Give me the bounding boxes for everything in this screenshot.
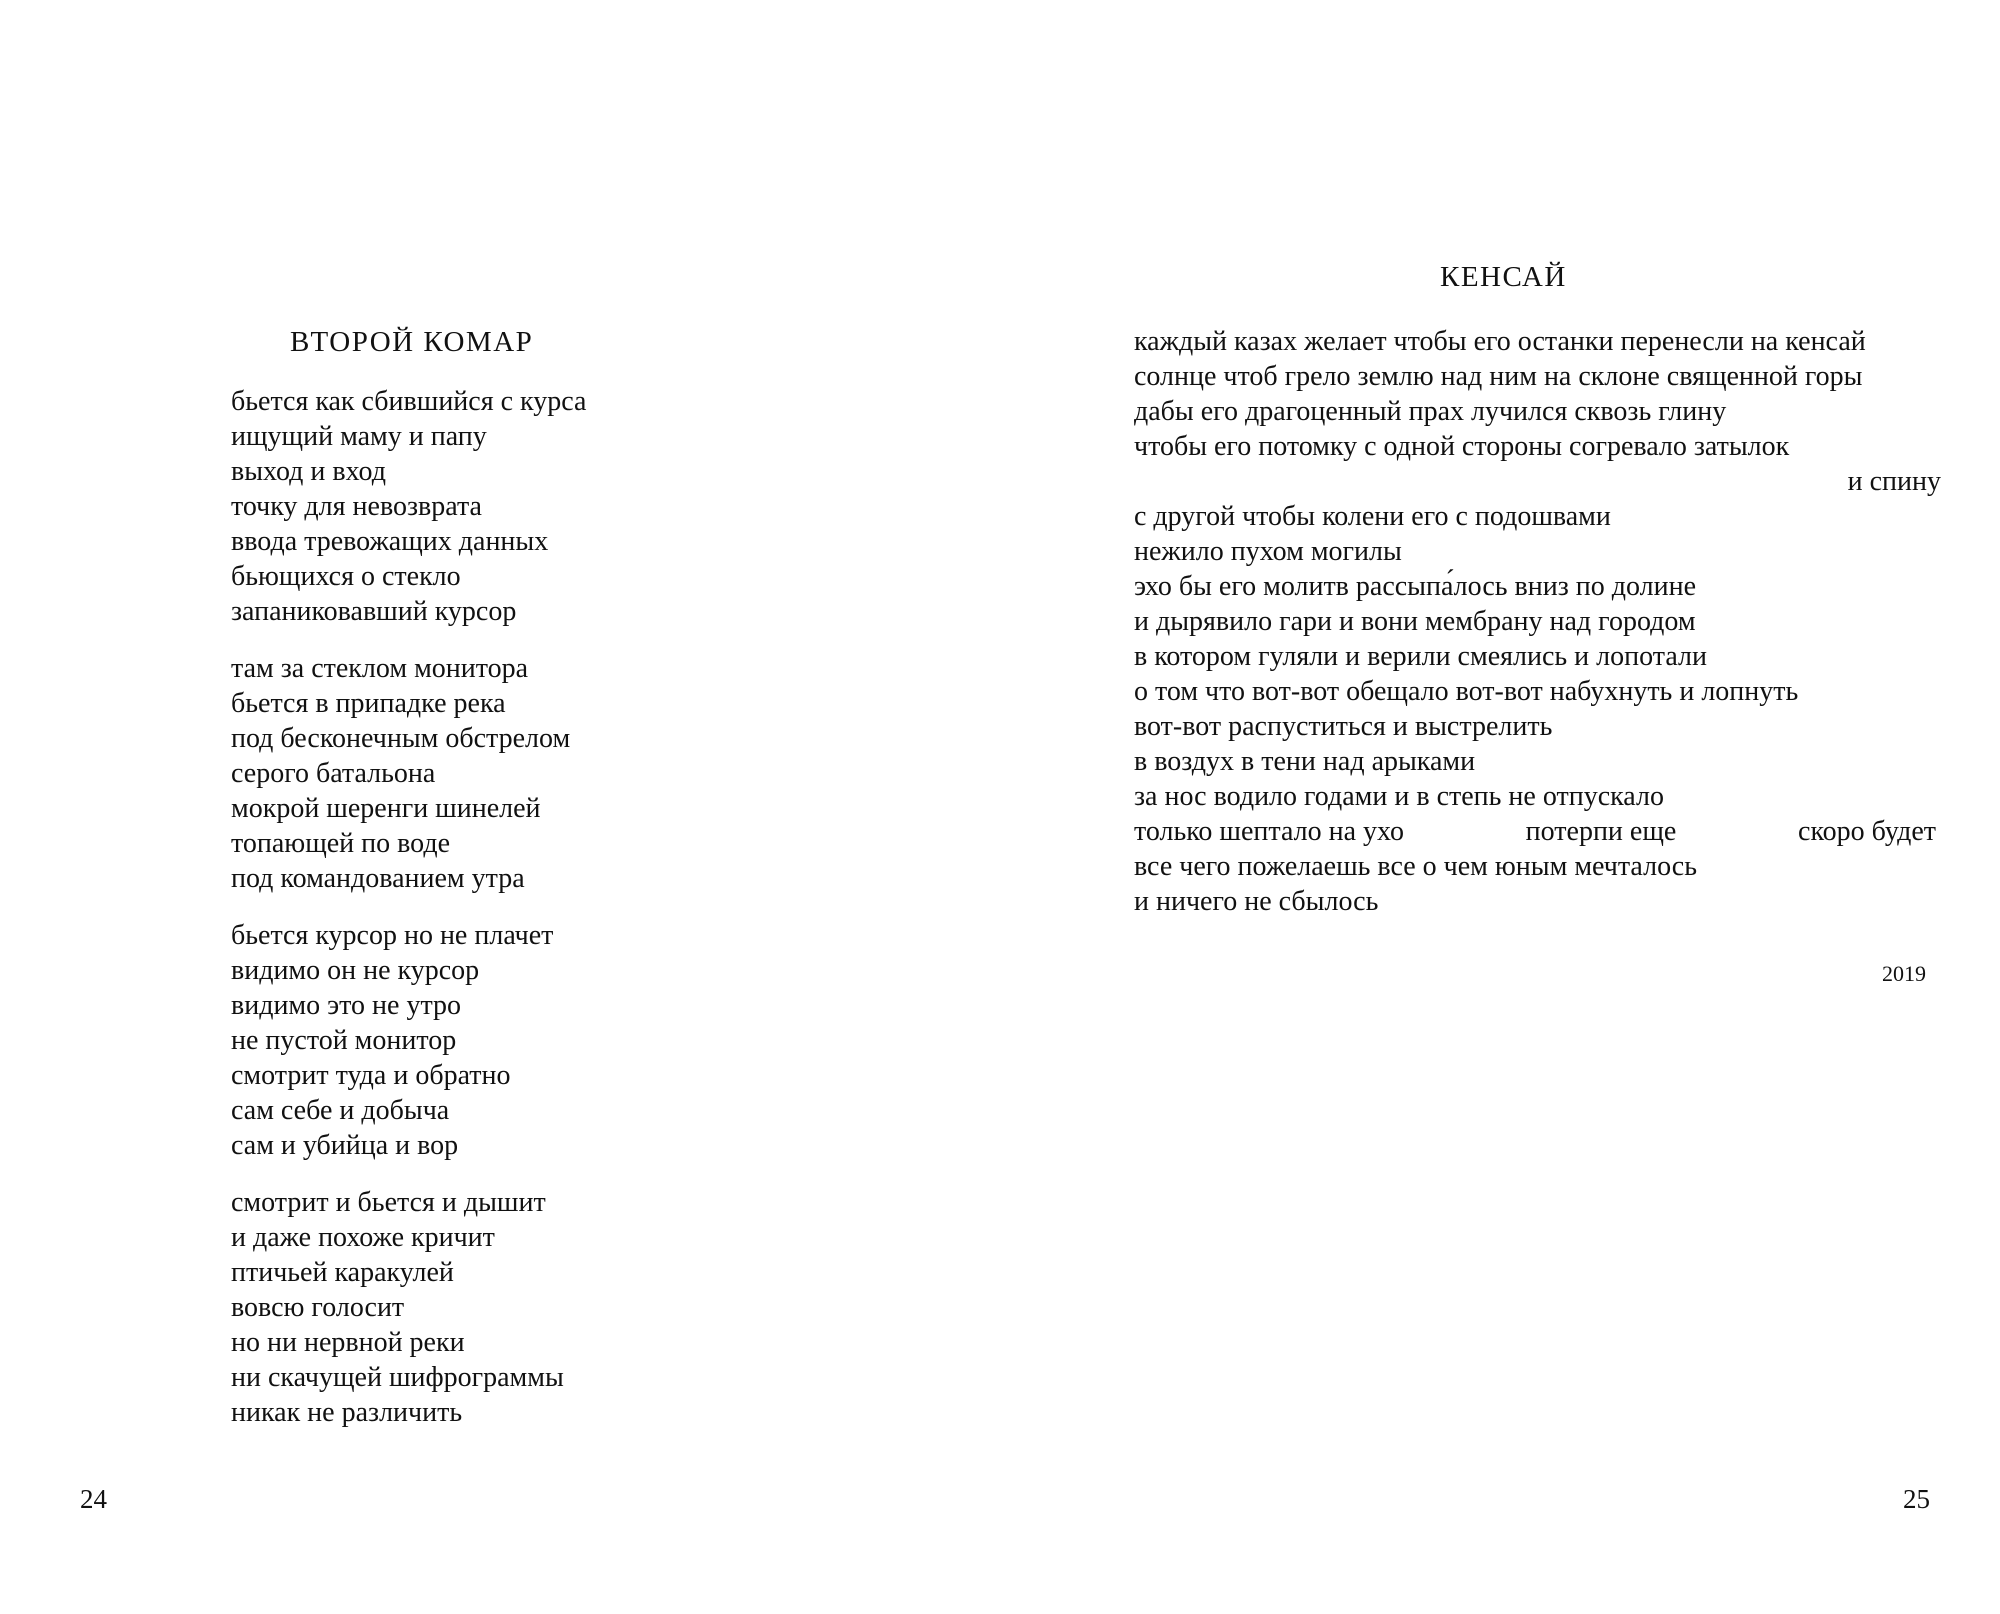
- poem-line: видимо он не курсор: [231, 955, 480, 986]
- poem-line: в котором гуляли и верили смеялись и лопотали: [1134, 641, 1707, 672]
- poem-line: никак не различить: [231, 1397, 463, 1428]
- poem-line: вот-вот распуститься и выстрелить: [1134, 711, 1553, 742]
- poem-line: и ничего не сбылось: [1134, 886, 1379, 917]
- poem-line: бьется курсор но не плачет: [231, 920, 554, 951]
- poem-line-spread: [1134, 814, 1936, 849]
- stanza: [231, 384, 586, 629]
- poem-body: [1134, 324, 1944, 919]
- poem-line: там за стеклом монитора: [231, 653, 529, 684]
- poem-line: сам себе и добыча: [231, 1095, 450, 1126]
- poem-line: серого батальона: [231, 758, 436, 789]
- poem-line: под бесконечным обстрелом: [231, 723, 571, 754]
- poem-line: птичьей каракулей: [231, 1257, 454, 1288]
- poem-line: выход и вход: [231, 456, 386, 487]
- poem-line: топающей по воде: [231, 828, 451, 859]
- stanza: [231, 651, 586, 896]
- poem-line: ввода тревожащих данных: [231, 526, 549, 557]
- poem-line: о том что вот-вот обещало вот-вот набухнуть и лопнуть: [1134, 676, 1799, 707]
- poem-line: смотрит и бьется и дышит: [231, 1187, 546, 1218]
- poem-line: видимо это не утро: [231, 990, 462, 1021]
- poem-line: эхо бы его молитв рассыпа́лось вниз по долине: [1134, 571, 1696, 602]
- stanza: [231, 1185, 586, 1430]
- poem-line: солнце чтоб грело землю над ним на склоне священной горы: [1134, 361, 1863, 392]
- poem-title: ВТОРОЙ КОМАР: [290, 326, 534, 358]
- poem-line: и дырявило гари и вони мембрану над городом: [1134, 606, 1696, 637]
- poem-line: ищущий маму и папу: [231, 421, 487, 452]
- poem-line: нежило пухом могилы: [1134, 536, 1402, 567]
- poem-title: КЕНСАЙ: [1440, 261, 1567, 293]
- poem-line: запаниковавший курсор: [231, 596, 517, 627]
- poem-line: сам и убийца и вор: [231, 1130, 459, 1161]
- phrase: скоро будет: [1798, 816, 1936, 847]
- poem-line: ни скачущей шифрограммы: [231, 1362, 564, 1393]
- poem-year: 2019: [1882, 961, 1926, 986]
- right-page: [1000, 0, 2000, 1614]
- poem-line: бьется в припадке река: [231, 688, 506, 719]
- poem-line: и даже похоже кричит: [231, 1222, 495, 1253]
- poem-line: с другой чтобы колени его с подошвами: [1134, 501, 1611, 532]
- poem-line: за нос водило годами и в степь не отпускало: [1134, 781, 1664, 812]
- phrase: только шептало на ухо: [1134, 816, 1404, 847]
- poem-line: под командованием утра: [231, 863, 525, 894]
- poem-line: мокрой шеренги шинелей: [231, 793, 541, 824]
- poem-line: чтобы его потомку с одной стороны согревало затылок: [1134, 431, 1790, 462]
- poem-line: все чего пожелаешь все о чем юным мечталось: [1134, 851, 1697, 882]
- stanza: [231, 918, 586, 1163]
- poem-line-continuation: и спину: [1847, 466, 1941, 497]
- page-number: 24: [80, 1484, 107, 1514]
- poem-body: [231, 384, 586, 1452]
- poem-line: в воздух в тени над арыками: [1134, 746, 1476, 777]
- page-number: 25: [1903, 1484, 1930, 1514]
- poem-line: но ни нервной реки: [231, 1327, 465, 1358]
- poem-line: не пустой монитор: [231, 1025, 457, 1056]
- poem-line: бьющихся о стекло: [231, 561, 461, 592]
- phrase: потерпи еще: [1525, 816, 1677, 847]
- poem-line: вовсю голосит: [231, 1292, 405, 1323]
- poem-line: каждый казах желает чтобы его останки перенесли на кенсай: [1134, 326, 1866, 357]
- poem-line: смотрит туда и обратно: [231, 1060, 511, 1091]
- poem-line: бьется как сбившийся с курса: [231, 386, 587, 417]
- poem-line: дабы его драгоценный прах лучился сквозь глину: [1134, 396, 1727, 427]
- poem-line: точку для невозврата: [231, 491, 482, 522]
